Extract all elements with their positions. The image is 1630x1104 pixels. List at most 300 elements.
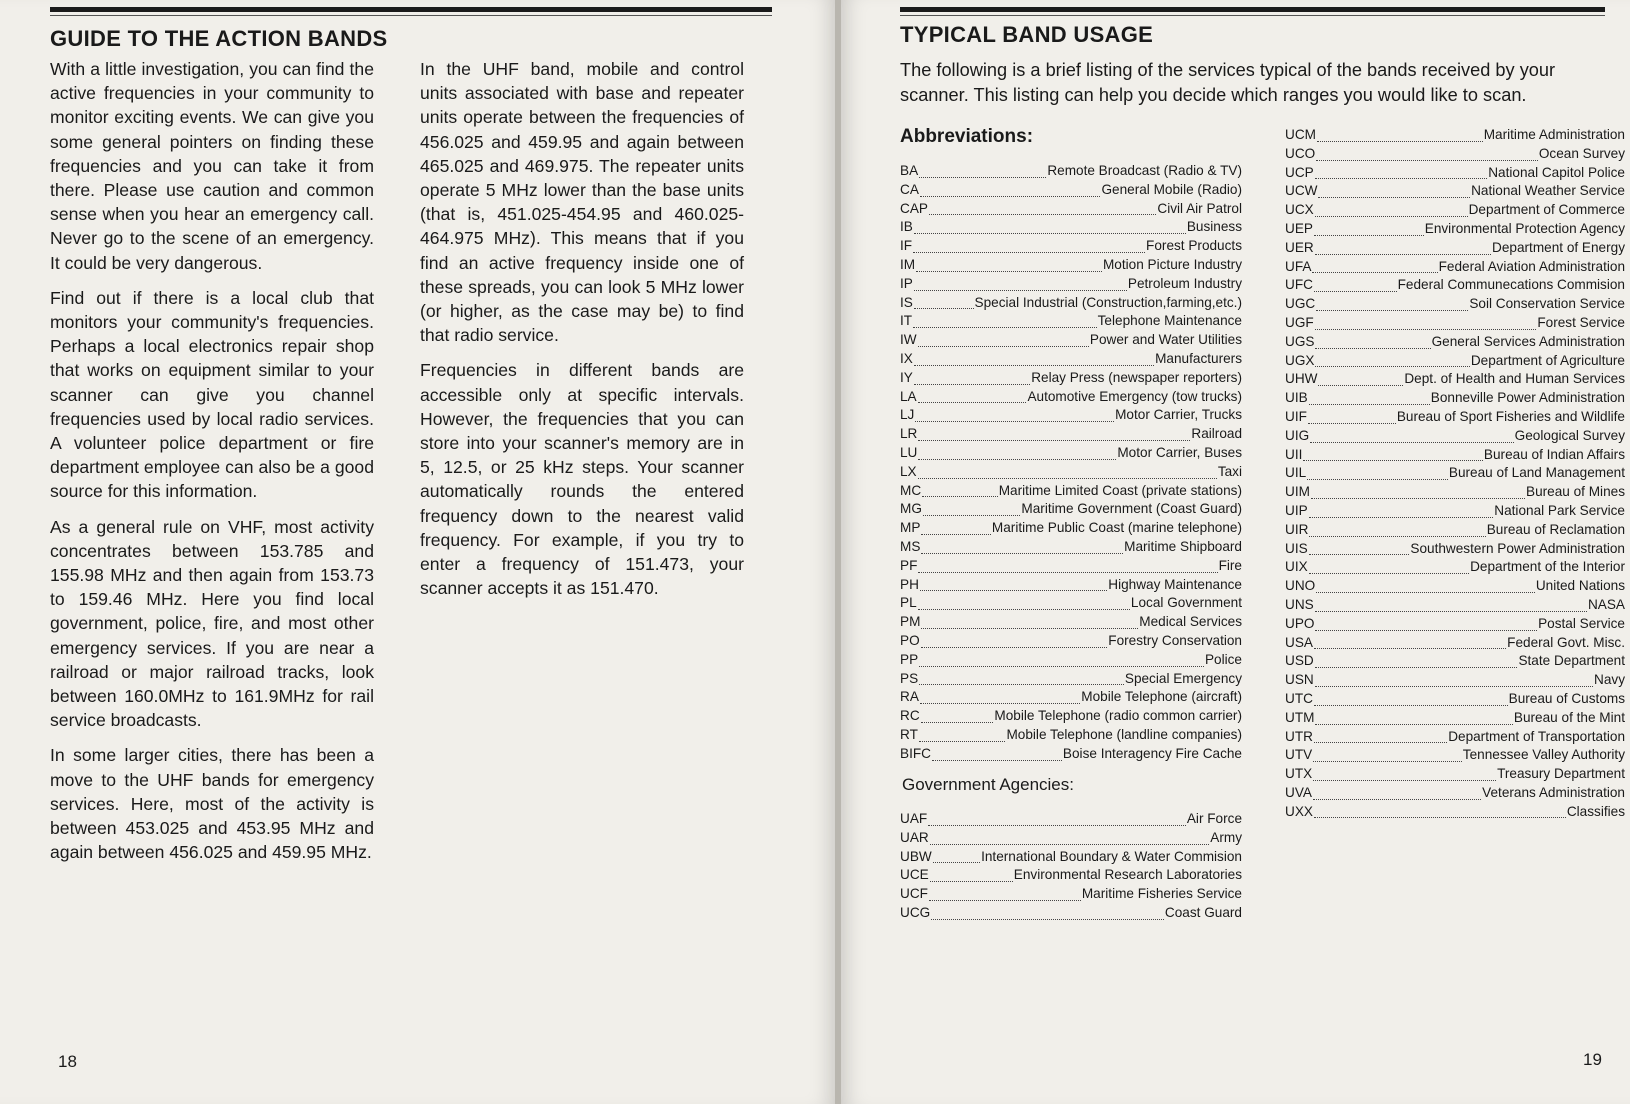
abbreviation-code: BA (900, 163, 919, 178)
list-item (1285, 165, 1625, 184)
abbreviation-description: Bureau of Sport Fisheries and Wildlife (1396, 408, 1625, 424)
abbreviation-description: Department of the Interior (1470, 559, 1625, 575)
dot-leader (919, 740, 1006, 742)
dot-leader (918, 345, 1089, 347)
abbreviation-code: PH (900, 576, 919, 592)
list-item (1285, 127, 1625, 146)
abbreviation-description: Highway Maintenance (1108, 576, 1242, 592)
list-item (1285, 409, 1625, 428)
top-rule (900, 7, 1605, 12)
abbreviation-code: USD (1285, 653, 1314, 669)
dot-leader (1307, 478, 1448, 480)
list-item (900, 539, 1242, 558)
dot-leader (1308, 422, 1396, 424)
abbreviation-code: UIF (1285, 408, 1307, 424)
dot-leader (1315, 610, 1587, 612)
abbreviation-code: IW (900, 332, 917, 348)
abbreviation-code: UIM (1285, 484, 1310, 500)
list-item (900, 276, 1242, 295)
abbreviation-code: UVA (1285, 784, 1312, 800)
abbreviation-code: IB (900, 219, 913, 235)
abbreviation-description: Classifies (1566, 803, 1625, 819)
dot-leader (914, 289, 1127, 291)
list-item (900, 886, 1242, 905)
list-item (900, 483, 1242, 502)
abbreviation-code: UIS (1285, 540, 1308, 556)
abbreviation-list (900, 163, 1242, 765)
abbreviation-list (1285, 127, 1625, 822)
dot-leader (929, 213, 1156, 215)
list-item (900, 219, 1242, 238)
dot-leader (1313, 779, 1496, 781)
dot-leader (1316, 309, 1468, 311)
dot-leader (1315, 177, 1488, 179)
list-item (900, 426, 1242, 445)
abbreviation-description: Bureau of the Mint (1513, 709, 1625, 725)
dot-leader (1317, 140, 1483, 142)
list-item (1285, 202, 1625, 221)
abbreviation-description: Bureau of Indian Affairs (1483, 446, 1625, 462)
dot-leader (931, 918, 1164, 920)
abbreviation-code: LR (900, 426, 918, 442)
abbreviation-description: Coast Guard (1164, 904, 1242, 920)
list-item (900, 257, 1242, 276)
text-column-1 (50, 57, 374, 876)
abbreviation-description: General Mobile (Radio) (1101, 181, 1242, 197)
abbreviation-code: UIG (1285, 427, 1310, 443)
dot-leader (929, 899, 1081, 901)
abbreviation-code: UAR (900, 829, 929, 845)
dot-leader (933, 861, 980, 863)
abbreviation-code: RA (900, 689, 919, 705)
abbreviation-description: Southwestern Power Administration (1410, 540, 1625, 556)
abbreviation-code: UCM (1285, 127, 1316, 142)
abbreviation-code: PM (900, 614, 921, 630)
abbreviation-description: Bureau of Mines (1526, 484, 1625, 500)
list-item (900, 671, 1242, 690)
dot-leader (1309, 572, 1469, 574)
dot-leader (1314, 816, 1566, 818)
abbreviation-description: Automotive Emergency (tow trucks) (1027, 388, 1242, 404)
dot-leader (918, 571, 1217, 573)
abbreviation-code: USN (1285, 672, 1314, 688)
list-item (900, 445, 1242, 464)
dot-leader (1315, 253, 1491, 255)
list-item (1285, 578, 1625, 597)
abbreviation-description: Relay Press (newspaper reporters) (1031, 369, 1242, 385)
abbreviation-description: Business (1186, 219, 1242, 235)
abbreviation-code: UER (1285, 239, 1314, 255)
dot-leader (932, 759, 1062, 761)
list-item (1285, 522, 1625, 541)
dot-leader (1315, 215, 1468, 217)
list-item (1285, 296, 1625, 315)
abbreviation-description: Ocean Survey (1538, 145, 1625, 161)
abbreviation-description: Maritime Shipboard (1124, 538, 1242, 554)
abbreviation-description: United Nations (1535, 578, 1625, 594)
abbreviation-description: Tennessee Valley Authority (1462, 747, 1625, 763)
abbreviation-description: Remote Broadcast (Radio & TV) (1047, 163, 1242, 178)
dot-leader (930, 880, 1013, 882)
list-item (1285, 785, 1625, 804)
dot-leader (1314, 704, 1508, 706)
abbreviation-description: Federal Govt. Misc. (1507, 634, 1625, 650)
abbreviation-description: Department of Transportation (1448, 728, 1625, 744)
abbreviation-code: UIB (1285, 390, 1308, 406)
abbreviation-code: MP (900, 520, 921, 536)
list-item (900, 558, 1242, 577)
list-item (900, 746, 1242, 765)
dot-leader (918, 439, 1190, 441)
abbreviation-description: Bureau of Customs (1508, 690, 1625, 706)
list-item (900, 849, 1242, 868)
abbreviation-code: BIFC (900, 745, 931, 761)
abbreviation-description: Veterans Administration (1482, 784, 1625, 800)
abbreviations-heading: Abbreviations: (900, 126, 1034, 147)
abbreviation-description: Forestry Conservation (1108, 632, 1242, 648)
abbreviation-description: Navy (1594, 672, 1625, 688)
abbreviation-description: Mobile Telephone (landline companies) (1006, 726, 1242, 742)
abbreviation-description: Forest Products (1146, 238, 1242, 254)
abbreviation-description: Maritime Fisheries Service (1081, 886, 1242, 902)
list-item (1285, 672, 1625, 691)
list-item (1285, 503, 1625, 522)
list-item (900, 595, 1242, 614)
dot-leader (1310, 441, 1514, 443)
abbreviation-code: CA (900, 181, 919, 197)
dot-leader (921, 552, 1123, 554)
list-item (900, 351, 1242, 370)
list-item (1285, 691, 1625, 710)
dot-leader (914, 232, 1186, 234)
dot-leader (1315, 666, 1518, 668)
dot-leader (1318, 196, 1470, 198)
list-item (1285, 371, 1625, 390)
abbreviation-code: UIL (1285, 465, 1307, 481)
list-item (1285, 183, 1625, 202)
abbreviation-description: Department of Energy (1492, 239, 1625, 255)
dot-leader (1314, 234, 1424, 236)
list-item (1285, 484, 1625, 503)
list-item (900, 464, 1242, 483)
abbreviation-code: UGX (1285, 352, 1315, 368)
text-column-2 (420, 57, 744, 611)
list-item (900, 830, 1242, 849)
dot-leader (918, 458, 1116, 460)
abbreviation-description: Bonneville Power Administration (1430, 390, 1625, 406)
list-item (900, 689, 1242, 708)
abbreviation-code: IP (900, 275, 913, 291)
dot-leader (1309, 535, 1485, 537)
list-item (1285, 240, 1625, 259)
abbreviation-description: Department of Commerce (1468, 202, 1625, 218)
list-item (900, 577, 1242, 596)
paragraph: In the UHF band, mobile and control units associated with base and repeater units operate between the frequencies of 456.025 and 459.95 and again between 465.025 and 469.975. The repeater units operate 5 MHz lower than the base units (that is, 451.025-454.95 and 460.025-464.975 MHz). This means that if you find an active frequency inside one of these spreads, you can look 5 MHz lower (or higher, as the case may be) to find that radio service. (420, 59, 744, 346)
list-item (1285, 710, 1625, 729)
dot-leader (920, 589, 1107, 591)
list-item (1285, 559, 1625, 578)
abbreviation-code: UAF (900, 811, 928, 826)
abbreviation-description: Special Industrial (Construction,farming,etc.) (974, 294, 1242, 310)
list-item (1285, 428, 1625, 447)
abbreviation-description: Taxi (1217, 463, 1242, 479)
list-item (900, 905, 1242, 924)
dot-leader (1314, 647, 1506, 649)
government-heading: Government Agencies: (902, 775, 1074, 794)
dot-leader (928, 824, 1186, 826)
list-item (900, 313, 1242, 332)
abbreviation-description: Mobile Telephone (aircraft) (1081, 689, 1242, 705)
abbreviation-code: LJ (900, 407, 915, 423)
dot-leader (1314, 741, 1447, 743)
abbreviation-description: Geological Survey (1514, 427, 1625, 443)
abbreviation-code: LU (900, 444, 918, 460)
abbreviation-code: UGC (1285, 296, 1316, 312)
abbreviation-code: PO (900, 632, 920, 648)
list-item (1285, 277, 1625, 296)
abbreviation-code: PL (900, 595, 917, 611)
abbreviation-code: UCF (900, 886, 928, 902)
abbreviation-code: MC (900, 482, 922, 498)
abbreviation-description: Fire (1218, 557, 1242, 573)
abbreviation-code: IT (900, 313, 913, 329)
list-item (1285, 259, 1625, 278)
abbreviation-description: Manufacturers (1155, 350, 1242, 366)
abbreviation-code: UTC (1285, 690, 1313, 706)
dot-leader (1303, 459, 1483, 461)
abbreviation-code: PP (900, 651, 919, 667)
abbreviation-code: PS (900, 670, 919, 686)
abbreviation-description: Air Force (1186, 811, 1242, 826)
list-item (1285, 597, 1625, 616)
dot-leader (915, 420, 1114, 422)
abbreviation-description: Maritime Administration (1483, 127, 1625, 142)
abbreviation-description: Police (1204, 651, 1242, 667)
list-item (900, 295, 1242, 314)
dot-leader (920, 195, 1101, 197)
abbreviation-description: Maritime Government (Coast Guard) (1021, 501, 1242, 517)
abbreviation-description: National Weather Service (1471, 183, 1625, 199)
abbreviation-code: UFA (1285, 258, 1312, 274)
page-number: 19 (1583, 1050, 1602, 1069)
abbreviation-code: UTX (1285, 766, 1313, 782)
dot-leader (1313, 760, 1462, 762)
list-item (900, 708, 1242, 727)
abbreviation-description: Environmental Research Laboratories (1013, 867, 1242, 883)
dot-leader (919, 176, 1046, 178)
dot-leader (1315, 328, 1537, 330)
list-item (900, 201, 1242, 220)
paragraph: In some larger cities, there has been a move to the UHF bands for emergency services. Here, most of the activity is between 453.025 and 453.95 MHz and again between 456.025 and 459.95 MHz. (50, 745, 374, 863)
abbreviation-code: RC (900, 708, 920, 724)
abbreviation-description: Dept. of Health and Human Services (1404, 371, 1625, 387)
dot-leader (1315, 685, 1593, 687)
list-item (900, 811, 1242, 830)
abbreviation-code: UGS (1285, 333, 1315, 349)
abbreviation-code: MG (900, 501, 922, 517)
list-item (1285, 221, 1625, 240)
abbreviation-code: UTV (1285, 747, 1313, 763)
abbreviation-code: CAP (900, 200, 928, 216)
dot-leader (1315, 723, 1512, 725)
abbreviation-code: IF (900, 238, 913, 254)
abbreviation-code: MS (900, 538, 921, 554)
abbreviation-code: UCW (1285, 183, 1318, 199)
list-item (1285, 635, 1625, 654)
abbreviation-code: UGF (1285, 314, 1314, 330)
abbreviation-description: NASA (1587, 596, 1625, 612)
abbreviation-code: UTR (1285, 728, 1313, 744)
abbreviation-description: Motor Carrier, Trucks (1115, 407, 1242, 423)
dot-leader (1314, 290, 1397, 292)
abbreviation-description: Civil Air Patrol (1157, 200, 1242, 216)
list-item (1285, 334, 1625, 353)
dot-leader (1318, 384, 1403, 386)
abbreviation-description: National Park Service (1494, 502, 1625, 518)
dot-leader (913, 251, 1145, 253)
dot-leader (1312, 271, 1437, 273)
list-item (900, 163, 1242, 182)
abbreviation-description: Maritime Public Coast (marine telephone) (991, 520, 1242, 536)
abbreviation-code: LX (900, 463, 917, 479)
list-item (1285, 390, 1625, 409)
abbreviation-description: Mobile Telephone (radio common carrier) (994, 708, 1242, 724)
abbreviation-description: Treasury Department (1497, 766, 1625, 782)
dot-leader (1309, 516, 1494, 518)
abbreviation-code: UXX (1285, 803, 1313, 819)
list-item (1285, 146, 1625, 165)
list-item (900, 370, 1242, 389)
abbreviation-code: UIR (1285, 521, 1309, 537)
list-item (1285, 447, 1625, 466)
abbreviation-description: Petroleum Industry (1127, 275, 1242, 291)
dot-leader (921, 533, 991, 535)
list-item (1285, 541, 1625, 560)
abbreviation-description: Power and Water Utilities (1089, 332, 1242, 348)
abbreviation-description: Medical Services (1139, 614, 1242, 630)
paragraph: Frequencies in different bands are accessible only at specific intervals. However, the frequencies that you can store into your scanner's memory are in 5, 12.5, or 25 kHz steps. Your scanner automatically rounds the entered frequency down to the nearest valid frequency. For example, if you try to enter a frequency of 151.473, your scanner accepts it as 151.470. (420, 360, 744, 599)
page-title: GUIDE TO THE ACTION BANDS (50, 26, 388, 51)
paragraph: As a general rule on VHF, most activity concentrates between 153.785 and 155.98 MHz and then again from 153.73 to 159.46 MHz. Here you find local government, police, fire, and most other emergency services. If you are near a railroad or major railroad tracks, look between 160.0MHz to 161.9MHz for rail service broadcasts. (50, 516, 374, 731)
abbreviation-code: UII (1285, 446, 1303, 462)
abbreviation-code: PF (900, 557, 918, 573)
list-item (900, 614, 1242, 633)
top-rule (50, 7, 772, 12)
list-item (900, 501, 1242, 520)
page-number: 18 (58, 1052, 77, 1071)
dot-leader (921, 627, 1138, 629)
dot-leader (1313, 798, 1481, 800)
list-item (900, 652, 1242, 671)
list-item (1285, 353, 1625, 372)
list-item (1285, 465, 1625, 484)
abbreviation-description: Telephone Maintenance (1097, 313, 1242, 329)
abbreviation-code: UBW (900, 848, 932, 864)
dot-leader (1316, 159, 1538, 161)
dot-leader (914, 364, 1154, 366)
list-item (900, 520, 1242, 539)
abbreviation-code: UCG (900, 904, 931, 920)
abbreviation-code: UTM (1285, 709, 1315, 725)
abbreviation-description: State Department (1518, 653, 1625, 669)
paragraph: With a little investigation, you can find the active frequencies in your community to monitor exciting events. We can give you some general pointers on finding these frequencies and you can take it from there. Please use caution and common sense when you hear an emergency call. Never go to the scene of an emergency. It could be very dangerous. (50, 59, 374, 273)
list-item (900, 727, 1242, 746)
abbreviation-code: UIX (1285, 559, 1308, 575)
abbreviation-code: UCO (1285, 145, 1316, 161)
abbreviation-code: IX (900, 350, 913, 366)
list-item (900, 407, 1242, 426)
dot-leader (1311, 497, 1525, 499)
abbreviation-code: IY (900, 369, 913, 385)
list-item (1285, 315, 1625, 334)
abbreviation-description: General Services Administration (1431, 333, 1625, 349)
abbreviation-code: IM (900, 256, 916, 272)
abbreviation-description: Federal Aviation Administration (1438, 258, 1625, 274)
paragraph: Find out if there is a local club that monitors your community's frequencies. Perhaps a local electronics repair shop that works on equipment similar to your scanner can give you channel frequencies used by local radio services. A volunteer police department or fire department employee can also be a good source for this information. (50, 287, 374, 502)
dot-leader (914, 383, 1030, 385)
abbreviation-description: Railroad (1191, 426, 1242, 442)
list-item (900, 867, 1242, 886)
abbreviation-description: Boise Interagency Fire Cache (1062, 745, 1242, 761)
abbreviation-description: International Boundary & Water Commision (981, 848, 1242, 864)
abbreviation-description: Postal Service (1538, 615, 1625, 631)
list-item (1285, 616, 1625, 635)
dot-leader (918, 401, 1027, 403)
abbreviation-description: Motor Carrier, Buses (1117, 444, 1242, 460)
abbreviation-description: Department of Agriculture (1470, 352, 1625, 368)
abbreviation-description: Local Government (1130, 595, 1242, 611)
abbreviation-code: RT (900, 726, 918, 742)
dot-leader (921, 721, 994, 723)
list-item (1285, 804, 1625, 823)
abbreviation-description: Bureau of Reclamation (1486, 521, 1625, 537)
abbreviation-code: UCP (1285, 164, 1314, 180)
dot-leader (920, 702, 1080, 704)
list-item (1285, 766, 1625, 785)
list-item (1285, 653, 1625, 672)
dot-leader (1315, 347, 1430, 349)
list-item (900, 332, 1242, 351)
dot-leader (916, 270, 1102, 272)
dot-leader (1316, 591, 1535, 593)
intro-text: The following is a brief listing of the services typical of the bands received by your scanner. This listing can help you decide which ranges you would like to scan. (900, 60, 1556, 105)
dot-leader (923, 514, 1021, 516)
government-list (900, 811, 1242, 924)
dot-leader (914, 307, 974, 309)
abbreviation-code: USA (1285, 634, 1313, 650)
dot-leader (918, 477, 1217, 479)
abbreviation-description: Maritime Limited Coast (private stations) (998, 482, 1242, 498)
dot-leader (921, 646, 1108, 648)
list-item (900, 633, 1242, 652)
list-item (900, 389, 1242, 408)
list-item (900, 182, 1242, 201)
dot-leader (919, 665, 1204, 667)
list-item (1285, 729, 1625, 748)
dot-leader (1315, 365, 1469, 367)
abbreviation-code: LA (900, 388, 917, 404)
dot-leader (930, 843, 1210, 845)
dot-leader (919, 683, 1124, 685)
dot-leader (1309, 553, 1410, 555)
abbreviation-description: Environmental Protection Agency (1424, 220, 1625, 236)
abbreviation-code: UNS (1285, 596, 1314, 612)
dot-leader (1309, 403, 1430, 405)
dot-leader (913, 326, 1097, 328)
abbreviation-code: UPO (1285, 615, 1315, 631)
dot-leader (1315, 629, 1537, 631)
abbreviation-description: Forest Service (1537, 314, 1625, 330)
